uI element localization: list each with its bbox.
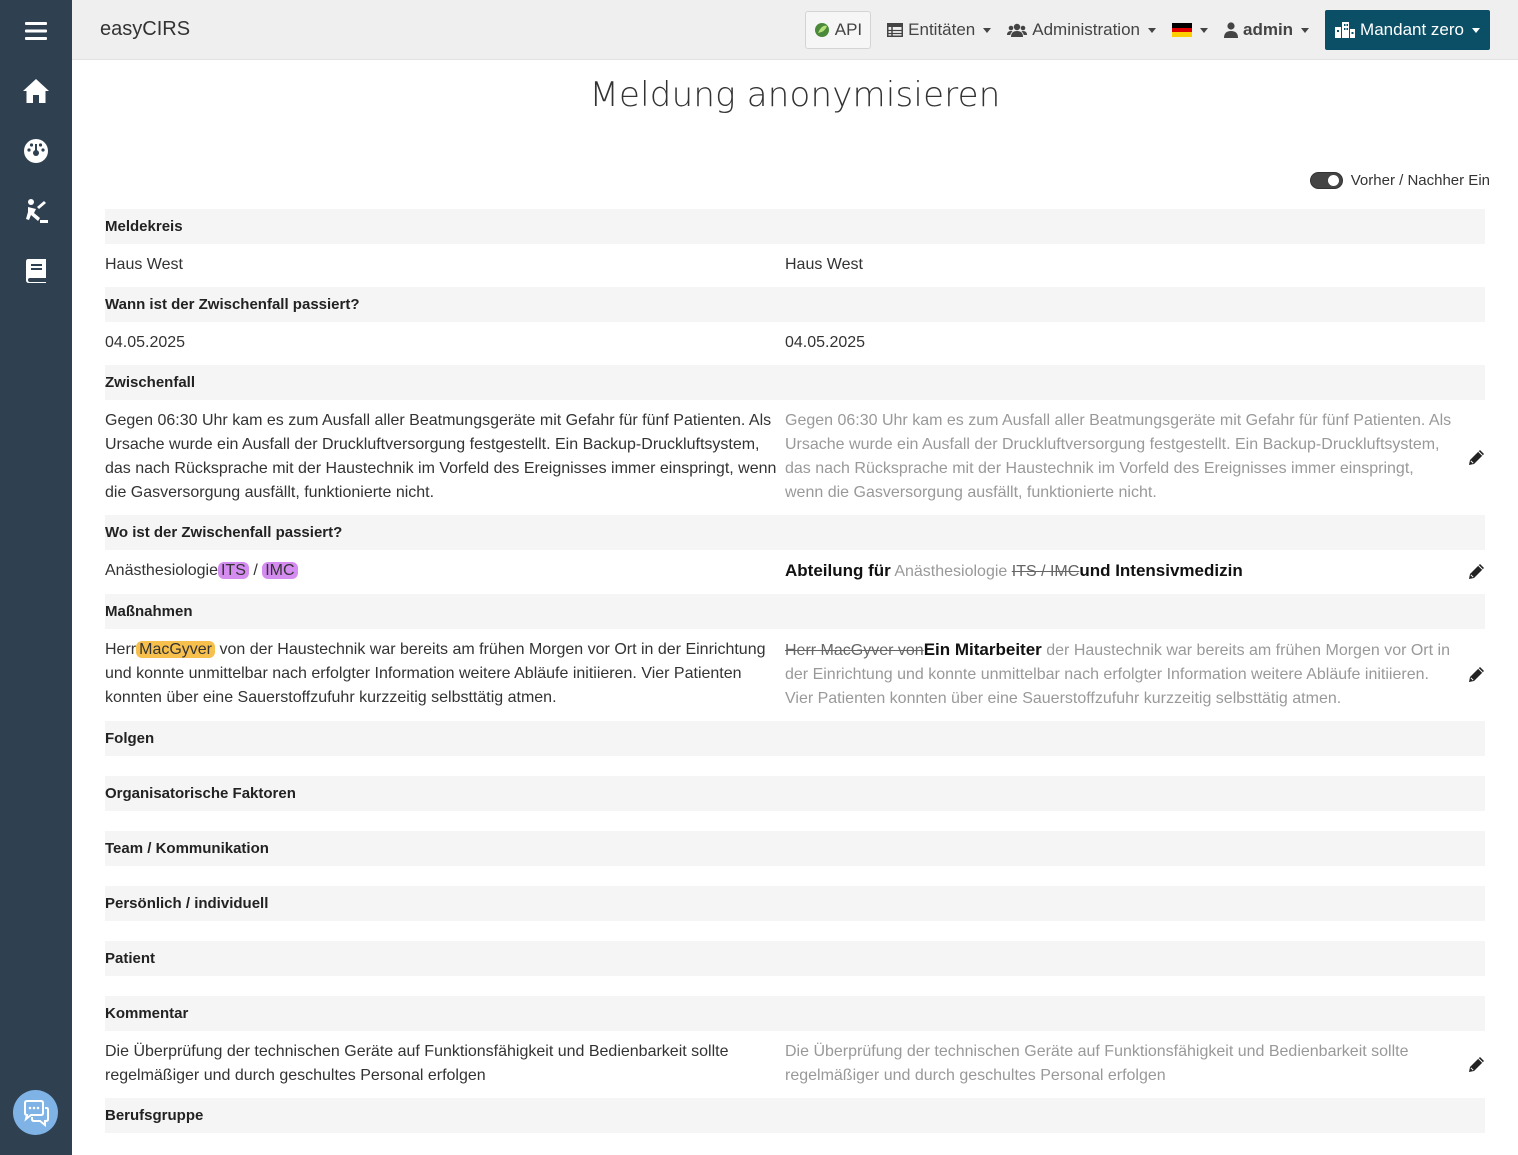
section-zwischenfall: Zwischenfall <box>105 365 1485 400</box>
after-value: Gegen 06:30 Uhr kam es zum Ausfall aller Beatmungsgeräte mit Gefahr für fünf Patienten. Als Ursache wurde ein Ausfall der Druckluftversorgung festgestellt. Ein Backup-Druckluftsystem, das nach Rücksprache mit der Haustechnik im Vorfeld des Ereignisses immer einspringt, wenn die Gasversorgung ausfällt, funktionierte nicht. <box>785 412 1452 501</box>
after-value: Die Überprüfung der technischen Geräte auf Funktionsfähigkeit und Bedienbarkeit sollte regelmäßiger und durch geschultes Personal erfolgen <box>785 1043 1409 1084</box>
kept-text: Anästhesiologie <box>894 563 1008 580</box>
section-organisatorisch: Organisatorische Faktoren <box>105 776 1485 811</box>
administration-label: Administration <box>1032 20 1140 39</box>
before-separator: / <box>253 562 258 579</box>
chat-button[interactable] <box>13 1090 58 1135</box>
sidebar <box>0 0 72 1155</box>
chevron-down-icon <box>1301 28 1309 33</box>
entities-label: Entitäten <box>908 20 976 39</box>
after-value <box>785 638 1455 711</box>
anonymize-highlight[interactable]: ITS <box>218 562 249 579</box>
tenant-label: Mandant zero <box>1360 20 1464 39</box>
book-icon <box>25 258 47 284</box>
api-label: API <box>834 20 863 39</box>
added-text: und Intensivmedizin <box>1079 561 1243 580</box>
before-value: Gegen 06:30 Uhr kam es zum Ausfall aller Beatmungsgeräte mit Gefahr für fünf Patienten. Als Ursache wurde ein Ausfall der Druckluftversorgung festgestellt. Ein Backup-Druckluftsystem, das nach Rücksprache mit der Haustechnik im Vorfeld des Ereignisses immer einspringt, wenn die Gasversorgung ausfällt, funktionierte nicht. <box>105 412 777 501</box>
home-icon <box>22 78 50 104</box>
empty-row <box>105 811 1485 831</box>
before-value: 04.05.2025 <box>105 334 186 351</box>
pencil-icon <box>1468 563 1485 580</box>
row-wo <box>105 550 1485 594</box>
brand-logo[interactable]: easyCIRS <box>100 18 191 40</box>
accident-icon <box>24 198 48 224</box>
sidebar-item-home[interactable] <box>0 66 72 116</box>
building-icon <box>1335 22 1355 38</box>
toggle-label: Vorher / Nachher Ein <box>1350 172 1490 189</box>
empty-row <box>105 866 1485 886</box>
section-massnahmen: Maßnahmen <box>105 594 1485 629</box>
anonymize-form <box>105 209 1485 1133</box>
after-value: 04.05.2025 <box>785 334 866 351</box>
edit-button[interactable] <box>1455 638 1485 711</box>
chevron-down-icon <box>1148 28 1156 33</box>
dashboard-icon <box>23 138 49 164</box>
users-icon <box>1007 23 1027 38</box>
sidebar-item-library[interactable] <box>0 246 72 296</box>
menu-toggle-button[interactable] <box>0 6 72 56</box>
sidebar-item-incidents[interactable] <box>0 186 72 236</box>
pencil-icon <box>1468 1056 1485 1073</box>
before-text: von der Haustechnik war bereits am frühen Morgen vor Ort in der Einrichtung und konnte unmittelbar nach erfolgter Information weitere Abläufe initiieren. Vier Patienten konnten über eine Sauerstoffzufuhr kurzzeitig selbsttätig atmen. <box>105 641 766 706</box>
edit-button[interactable] <box>1455 1040 1485 1088</box>
main-content <box>72 60 1518 1155</box>
section-team: Team / Kommunikation <box>105 831 1485 866</box>
chevron-down-icon <box>1200 28 1208 33</box>
before-value <box>105 559 785 584</box>
entities-dropdown[interactable] <box>879 10 999 50</box>
row-wann <box>105 322 1485 365</box>
api-leaf-icon <box>814 22 830 38</box>
row-meldekreis <box>105 244 1485 287</box>
sidebar-item-dashboard[interactable] <box>0 126 72 176</box>
row-zwischenfall <box>105 400 1485 515</box>
user-dropdown[interactable] <box>1216 10 1317 50</box>
before-value: Haus West <box>105 256 183 273</box>
after-value <box>785 559 1455 584</box>
before-text: Anästhesiologie <box>105 562 218 579</box>
edit-button[interactable] <box>1455 559 1485 584</box>
language-dropdown[interactable] <box>1164 10 1216 50</box>
chevron-down-icon <box>1472 28 1480 33</box>
pencil-icon <box>1468 666 1485 683</box>
row-massnahmen <box>105 629 1485 721</box>
section-wann: Wann ist der Zwischenfall passiert? <box>105 287 1485 322</box>
before-text: Herr <box>105 641 137 658</box>
added-text: Abteilung für <box>785 561 891 580</box>
removed-text: ITS / IMC <box>1011 563 1080 580</box>
section-patient: Patient <box>105 941 1485 976</box>
user-icon <box>1224 22 1238 38</box>
api-button[interactable] <box>805 11 871 49</box>
section-persoenlich: Persönlich / individuell <box>105 886 1485 921</box>
top-navbar <box>72 0 1518 60</box>
before-after-toggle[interactable] <box>1310 172 1490 189</box>
german-flag-icon <box>1172 23 1192 37</box>
anonymize-highlight[interactable]: IMC <box>262 562 297 579</box>
toggle-switch[interactable] <box>1310 172 1343 189</box>
section-kommentar: Kommentar <box>105 996 1485 1031</box>
administration-dropdown[interactable] <box>999 10 1164 50</box>
added-text: Ein Mitarbeiter <box>923 640 1042 659</box>
table-icon <box>887 23 903 37</box>
anonymize-highlight[interactable]: MacGyver <box>136 641 215 658</box>
pencil-icon <box>1468 449 1485 466</box>
page-title: Meldung anonymisieren <box>589 75 1001 115</box>
user-label: admin <box>1242 20 1294 39</box>
nav-menu <box>805 10 1490 50</box>
chat-icon <box>21 1099 51 1127</box>
before-value: Die Überprüfung der technischen Geräte auf Funktionsfähigkeit und Bedienbarkeit sollte regelmäßiger und durch geschultes Personal erfolgen <box>105 1043 729 1084</box>
row-kommentar <box>105 1031 1485 1098</box>
empty-row <box>105 921 1485 941</box>
section-folgen: Folgen <box>105 721 1485 756</box>
chevron-down-icon <box>983 28 991 33</box>
removed-text: Herr MacGyver von <box>785 642 924 659</box>
before-value <box>105 638 785 711</box>
edit-button[interactable] <box>1455 409 1485 505</box>
menu-icon <box>25 21 47 41</box>
empty-row <box>105 976 1485 996</box>
kept-text: der Haustechnik war bereits am frühen Morgen vor Ort in der Einrichtung und konnte unmittelbar nach erfolgter Information weitere Abläufe initiieren. Vier Patienten konnten über eine Sauerstoffzufuhr kurzzeitig selbsttätig atmen. <box>785 642 1450 707</box>
section-berufsgruppe: Berufsgruppe <box>105 1098 1485 1133</box>
after-value: Haus West <box>785 256 863 273</box>
empty-row <box>105 756 1485 776</box>
section-wo: Wo ist der Zwischenfall passiert? <box>105 515 1485 550</box>
tenant-dropdown[interactable] <box>1325 10 1490 50</box>
section-meldekreis: Meldekreis <box>105 209 1485 244</box>
